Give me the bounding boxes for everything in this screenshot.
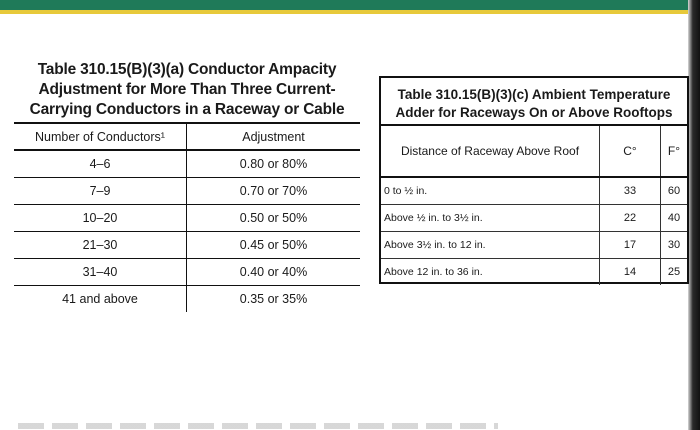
cell-distance: Above ½ in. to 3½ in. (381, 205, 600, 232)
table-row (14, 205, 360, 232)
cell-distance: Above 12 in. to 36 in. (381, 259, 600, 286)
header-celsius: C° (600, 126, 661, 177)
cell-conductors: 4–6 (14, 150, 187, 178)
cell-adjustment: 0.35 or 35% (239, 292, 308, 306)
header-bar (0, 0, 700, 10)
table-row (14, 178, 360, 205)
title-line: Table 310.15(B)(3)(a) Conductor Ampacity (37, 61, 337, 78)
ampacity-adjustment-table (14, 60, 360, 312)
cell-fahrenheit: 40 (661, 205, 688, 232)
title-line: Adjustment for More Than Three Current- (38, 81, 336, 98)
header-fahrenheit: F° (661, 126, 688, 177)
title-line: Adder for Raceways On or Above Rooftops (395, 105, 673, 120)
cell-distance: 0 to ½ in. (381, 177, 600, 205)
table-row (381, 232, 687, 259)
cell-celsius: 14 (600, 259, 661, 286)
cell-fahrenheit: 30 (661, 232, 688, 259)
temperature-table-title (381, 78, 687, 126)
cell-adjustment: 0.70 or 70% (187, 178, 361, 205)
cell-distance: Above 3½ in. to 12 in. (381, 232, 600, 259)
cell-fahrenheit: 25 (667, 266, 681, 278)
ambient-temperature-table (379, 76, 689, 284)
header-adjustment: Adjustment (187, 123, 361, 150)
title-line: Carrying Conductors in a Raceway or Cable (29, 101, 345, 118)
title-line: Table 310.15(B)(3)(c) Ambient Temperature (397, 87, 671, 102)
header-number-of-conductors: Number of Conductors¹ (14, 123, 187, 150)
cell-conductors: 21–30 (14, 232, 187, 259)
cell-celsius: 33 (600, 177, 661, 205)
cell-conductors: 10–20 (14, 205, 187, 232)
cell-adjustment: 0.50 or 50% (187, 205, 361, 232)
cell-conductors: 31–40 (14, 259, 187, 286)
cell-conductors: 7–9 (14, 178, 187, 205)
cell-adjustment: 0.80 or 80% (187, 150, 361, 178)
table-row (14, 259, 360, 286)
table-row (14, 150, 360, 178)
window-edge (688, 0, 700, 430)
faint-footer-text (18, 423, 498, 429)
table-row (14, 286, 360, 313)
table-row (381, 177, 687, 205)
table-header-row (381, 126, 687, 177)
header-stripe (0, 10, 700, 14)
ampacity-table (14, 122, 360, 312)
cell-celsius: 17 (600, 232, 661, 259)
table-header-row (14, 123, 360, 150)
cell-celsius: 22 (600, 205, 661, 232)
header-distance: Distance of Raceway Above Roof (381, 126, 600, 177)
temperature-table (381, 126, 687, 285)
cell-fahrenheit: 60 (661, 177, 688, 205)
table-row (381, 205, 687, 232)
cell-conductors: 41 and above (14, 286, 187, 313)
ampacity-table-title (14, 60, 360, 120)
table-row (381, 259, 687, 286)
table-row (14, 232, 360, 259)
cell-adjustment: 0.40 or 40% (187, 259, 361, 286)
cell-adjustment: 0.45 or 50% (187, 232, 361, 259)
